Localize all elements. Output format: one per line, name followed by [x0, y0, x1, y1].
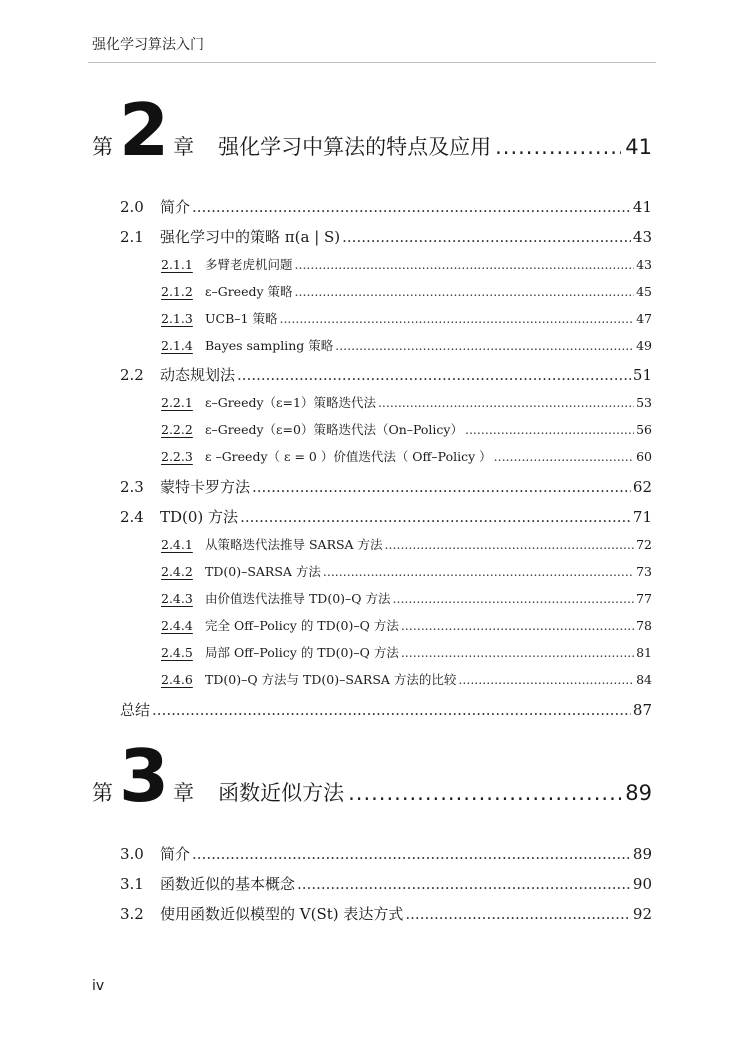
chapter-title: 强化学习中算法的特点及应用	[218, 135, 492, 159]
entry-page: 92	[632, 905, 652, 923]
toc-subentry[interactable]	[161, 336, 652, 354]
chapter-number: 2	[119, 88, 168, 172]
entry-page: 89	[632, 845, 652, 863]
entry-page: 78	[636, 618, 652, 633]
dot-leader	[335, 338, 634, 353]
dot-leader	[393, 591, 635, 606]
dot-leader	[378, 395, 634, 410]
entry-number: 2.2	[120, 366, 144, 384]
header-divider	[88, 62, 656, 63]
toc-subentry[interactable]	[161, 282, 652, 300]
entry-number: 2.1	[120, 228, 144, 246]
entry-title: 简介	[160, 198, 191, 216]
chapter-title: 函数近似方法	[218, 781, 345, 805]
toc-entry[interactable]	[120, 506, 652, 527]
toc-subentry[interactable]	[161, 589, 652, 607]
entry-title: 从策略迭代法推导 SARSA 方法	[205, 537, 383, 552]
dot-leader	[495, 137, 621, 160]
dot-leader	[323, 564, 634, 579]
entry-title: 由价值迭代法推导 TD(0)–Q 方法	[205, 591, 391, 606]
entry-title: 总结	[120, 701, 151, 719]
entry-number: 2.4.5	[161, 645, 193, 660]
toc-entry[interactable]	[120, 873, 652, 894]
entry-number: 3.0	[120, 845, 144, 863]
toc-subentry[interactable]	[161, 447, 652, 465]
entry-title: 函数近似的基本概念	[160, 875, 296, 893]
toc-summary-entry[interactable]	[120, 699, 652, 720]
entry-page: 72	[636, 537, 652, 552]
dot-leader	[192, 198, 631, 216]
entry-title: 使用函数近似模型的 V(St) 表达方式	[160, 905, 404, 923]
dot-leader	[279, 311, 634, 326]
entry-page: 71	[632, 508, 652, 526]
entry-page: 81	[636, 645, 652, 660]
toc-entry[interactable]	[120, 196, 652, 217]
entry-page: 77	[636, 591, 652, 606]
entry-title: ε–Greedy（ε=1）策略迭代法	[205, 395, 376, 410]
entry-number: 2.4	[120, 508, 144, 526]
dot-leader	[348, 783, 621, 806]
entry-number: 2.2.3	[161, 449, 193, 464]
toc-subentry[interactable]	[161, 420, 652, 438]
dot-leader	[240, 508, 631, 526]
toc-subentry[interactable]	[161, 643, 652, 661]
entry-number: 2.4.4	[161, 618, 193, 633]
entry-number: 2.4.1	[161, 537, 193, 552]
entry-title: TD(0) 方法	[160, 508, 239, 526]
dot-leader	[342, 228, 631, 246]
entry-number: 2.1.1	[161, 257, 193, 272]
entry-number: 2.4.2	[161, 564, 193, 579]
dot-leader	[295, 284, 635, 299]
toc-subentry[interactable]	[161, 535, 652, 553]
entry-title: 蒙特卡罗方法	[160, 478, 251, 496]
entry-page: 45	[636, 284, 652, 299]
dot-leader	[295, 257, 635, 272]
dot-leader	[385, 537, 635, 552]
dot-leader	[401, 645, 634, 660]
chapter-word: 第	[92, 781, 113, 805]
toc-subentry[interactable]	[161, 309, 652, 327]
entry-number: 2.4.6	[161, 672, 193, 687]
entry-title: 强化学习中的策略 π(a | S)	[160, 228, 341, 246]
entry-number: 3.1	[120, 875, 144, 893]
entry-title: 多臂老虎机问题	[205, 257, 293, 272]
dot-leader	[237, 366, 631, 384]
dot-leader	[297, 875, 631, 893]
dot-leader	[152, 701, 631, 719]
entry-page: 53	[636, 395, 652, 410]
dot-leader	[405, 905, 631, 923]
entry-number: 3.2	[120, 905, 144, 923]
entry-page: 62	[632, 478, 652, 496]
entry-number: 2.2.1	[161, 395, 193, 410]
chapter-suffix: 章	[173, 781, 195, 805]
entry-title: UCB–1 策略	[205, 311, 278, 326]
entry-page: 73	[636, 564, 652, 579]
entry-page: 41	[632, 198, 652, 216]
entry-page: 43	[632, 228, 652, 246]
entry-title: TD(0)–Q 方法与 TD(0)–SARSA 方法的比较	[205, 672, 457, 687]
chapter-3-heading[interactable]	[92, 734, 652, 818]
toc-subentry[interactable]	[161, 393, 652, 411]
entry-page: 87	[632, 701, 652, 719]
toc-subentry[interactable]	[161, 616, 652, 634]
entry-title: ε–Greedy（ε=0）策略迭代法（On–Policy）	[205, 422, 463, 437]
entry-title: 局部 Off–Policy 的 TD(0)–Q 方法	[205, 645, 399, 660]
entry-number: 2.1.2	[161, 284, 193, 299]
entry-title: ε –Greedy（ ε = 0 ）价值迭代法（ Off–Policy ）	[205, 449, 492, 464]
entry-page: 49	[636, 338, 652, 353]
entry-number: 2.4.3	[161, 591, 193, 606]
chapter-page: 89	[625, 781, 652, 805]
dot-leader	[192, 845, 631, 863]
entry-page: 51	[632, 366, 652, 384]
entry-number: 2.0	[120, 198, 144, 216]
entry-title: 完全 Off–Policy 的 TD(0)–Q 方法	[205, 618, 399, 633]
dot-leader	[401, 618, 634, 633]
entry-title: Bayes sampling 策略	[205, 338, 334, 353]
dot-leader	[465, 422, 634, 437]
chapter-suffix: 章	[173, 135, 195, 159]
entry-page: 60	[636, 449, 652, 464]
entry-title: 简介	[160, 845, 191, 863]
dot-leader	[494, 449, 634, 464]
entry-page: 56	[636, 422, 652, 437]
entry-number: 2.2.2	[161, 422, 193, 437]
dot-leader	[252, 478, 631, 496]
toc-entry[interactable]	[120, 476, 652, 497]
entry-page: 47	[636, 311, 652, 326]
chapter-2-heading[interactable]	[92, 88, 652, 172]
entry-title: ε–Greedy 策略	[205, 284, 293, 299]
dot-leader	[458, 672, 634, 687]
entry-page: 90	[632, 875, 652, 893]
chapter-page: 41	[625, 135, 652, 159]
entry-title: TD(0)–SARSA 方法	[205, 564, 321, 579]
entry-title: 动态规划法	[160, 366, 236, 384]
entry-page: 43	[636, 257, 652, 272]
toc-subentry[interactable]	[161, 255, 652, 273]
toc-subentry[interactable]	[161, 562, 652, 580]
toc-subentry[interactable]	[161, 670, 652, 688]
entry-number: 2.3	[120, 478, 144, 496]
toc-entry[interactable]	[120, 226, 652, 247]
running-header: 强化学习算法入门	[92, 37, 204, 53]
toc-entry[interactable]	[120, 843, 652, 864]
entry-number: 2.1.3	[161, 311, 193, 326]
chapter-number: 3	[119, 734, 168, 818]
page-number: iv	[92, 978, 105, 994]
toc-entry[interactable]	[120, 364, 652, 385]
toc-entry[interactable]	[120, 903, 652, 924]
entry-number: 2.1.4	[161, 338, 193, 353]
entry-page: 84	[636, 672, 652, 687]
chapter-word: 第	[92, 135, 113, 159]
